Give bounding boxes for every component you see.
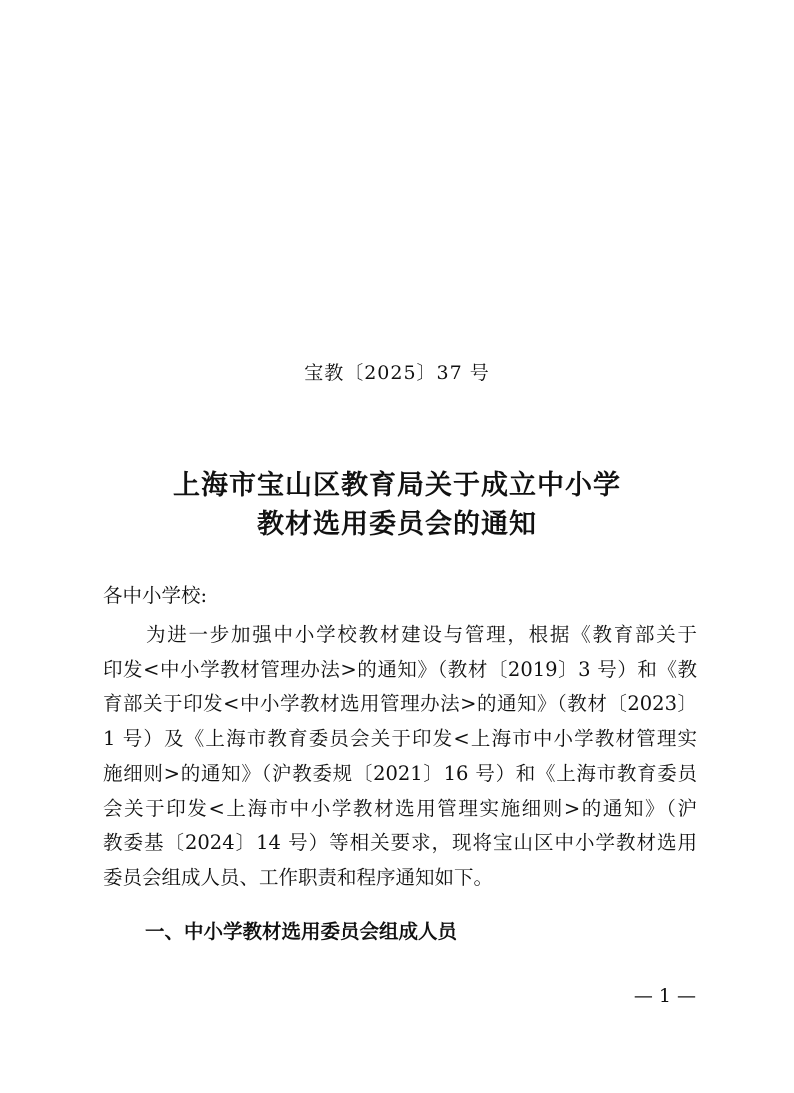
body-paragraph	[103, 618, 697, 896]
body-line-5: 施细则>的通知》（沪教委规〔2021〕16 号）和《上海市教育委员	[103, 761, 697, 785]
document-title	[0, 466, 794, 544]
body-line-2: 印发<中小学教材管理办法>的通知》（教材〔2019〕3 号）和《教	[103, 657, 697, 681]
body-line-3: 育部关于印发<中小学教材选用管理办法>的通知》（教材〔2023〕	[103, 692, 697, 716]
salutation: 各中小学校:	[103, 584, 208, 607]
page-number: — 1 —	[633, 985, 696, 1007]
title-line-2: 教材选用委员会的通知	[257, 509, 537, 540]
document-number: 宝教〔2025〕37 号	[304, 362, 490, 384]
body-line-7: 教委基〔2024〕14 号）等相关要求，现将宝山区中小学教材选用	[103, 831, 697, 855]
body-line-6: 会关于印发<上海市中小学教材选用管理实施细则>的通知》（沪	[103, 796, 697, 820]
title-line-1: 上海市宝山区教育局关于成立中小学	[173, 470, 621, 501]
body-line-8: 委员会组成人员、工作职责和程序通知如下。	[103, 865, 494, 889]
body-line-4: 1 号）及《上海市教育委员会关于印发<上海市中小学教材管理实	[103, 727, 697, 751]
section-heading: 一、中小学教材选用委员会组成人员	[145, 920, 458, 943]
body-line-1: 为进一步加强中小学校教材建设与管理，根据《教育部关于	[146, 623, 697, 646]
